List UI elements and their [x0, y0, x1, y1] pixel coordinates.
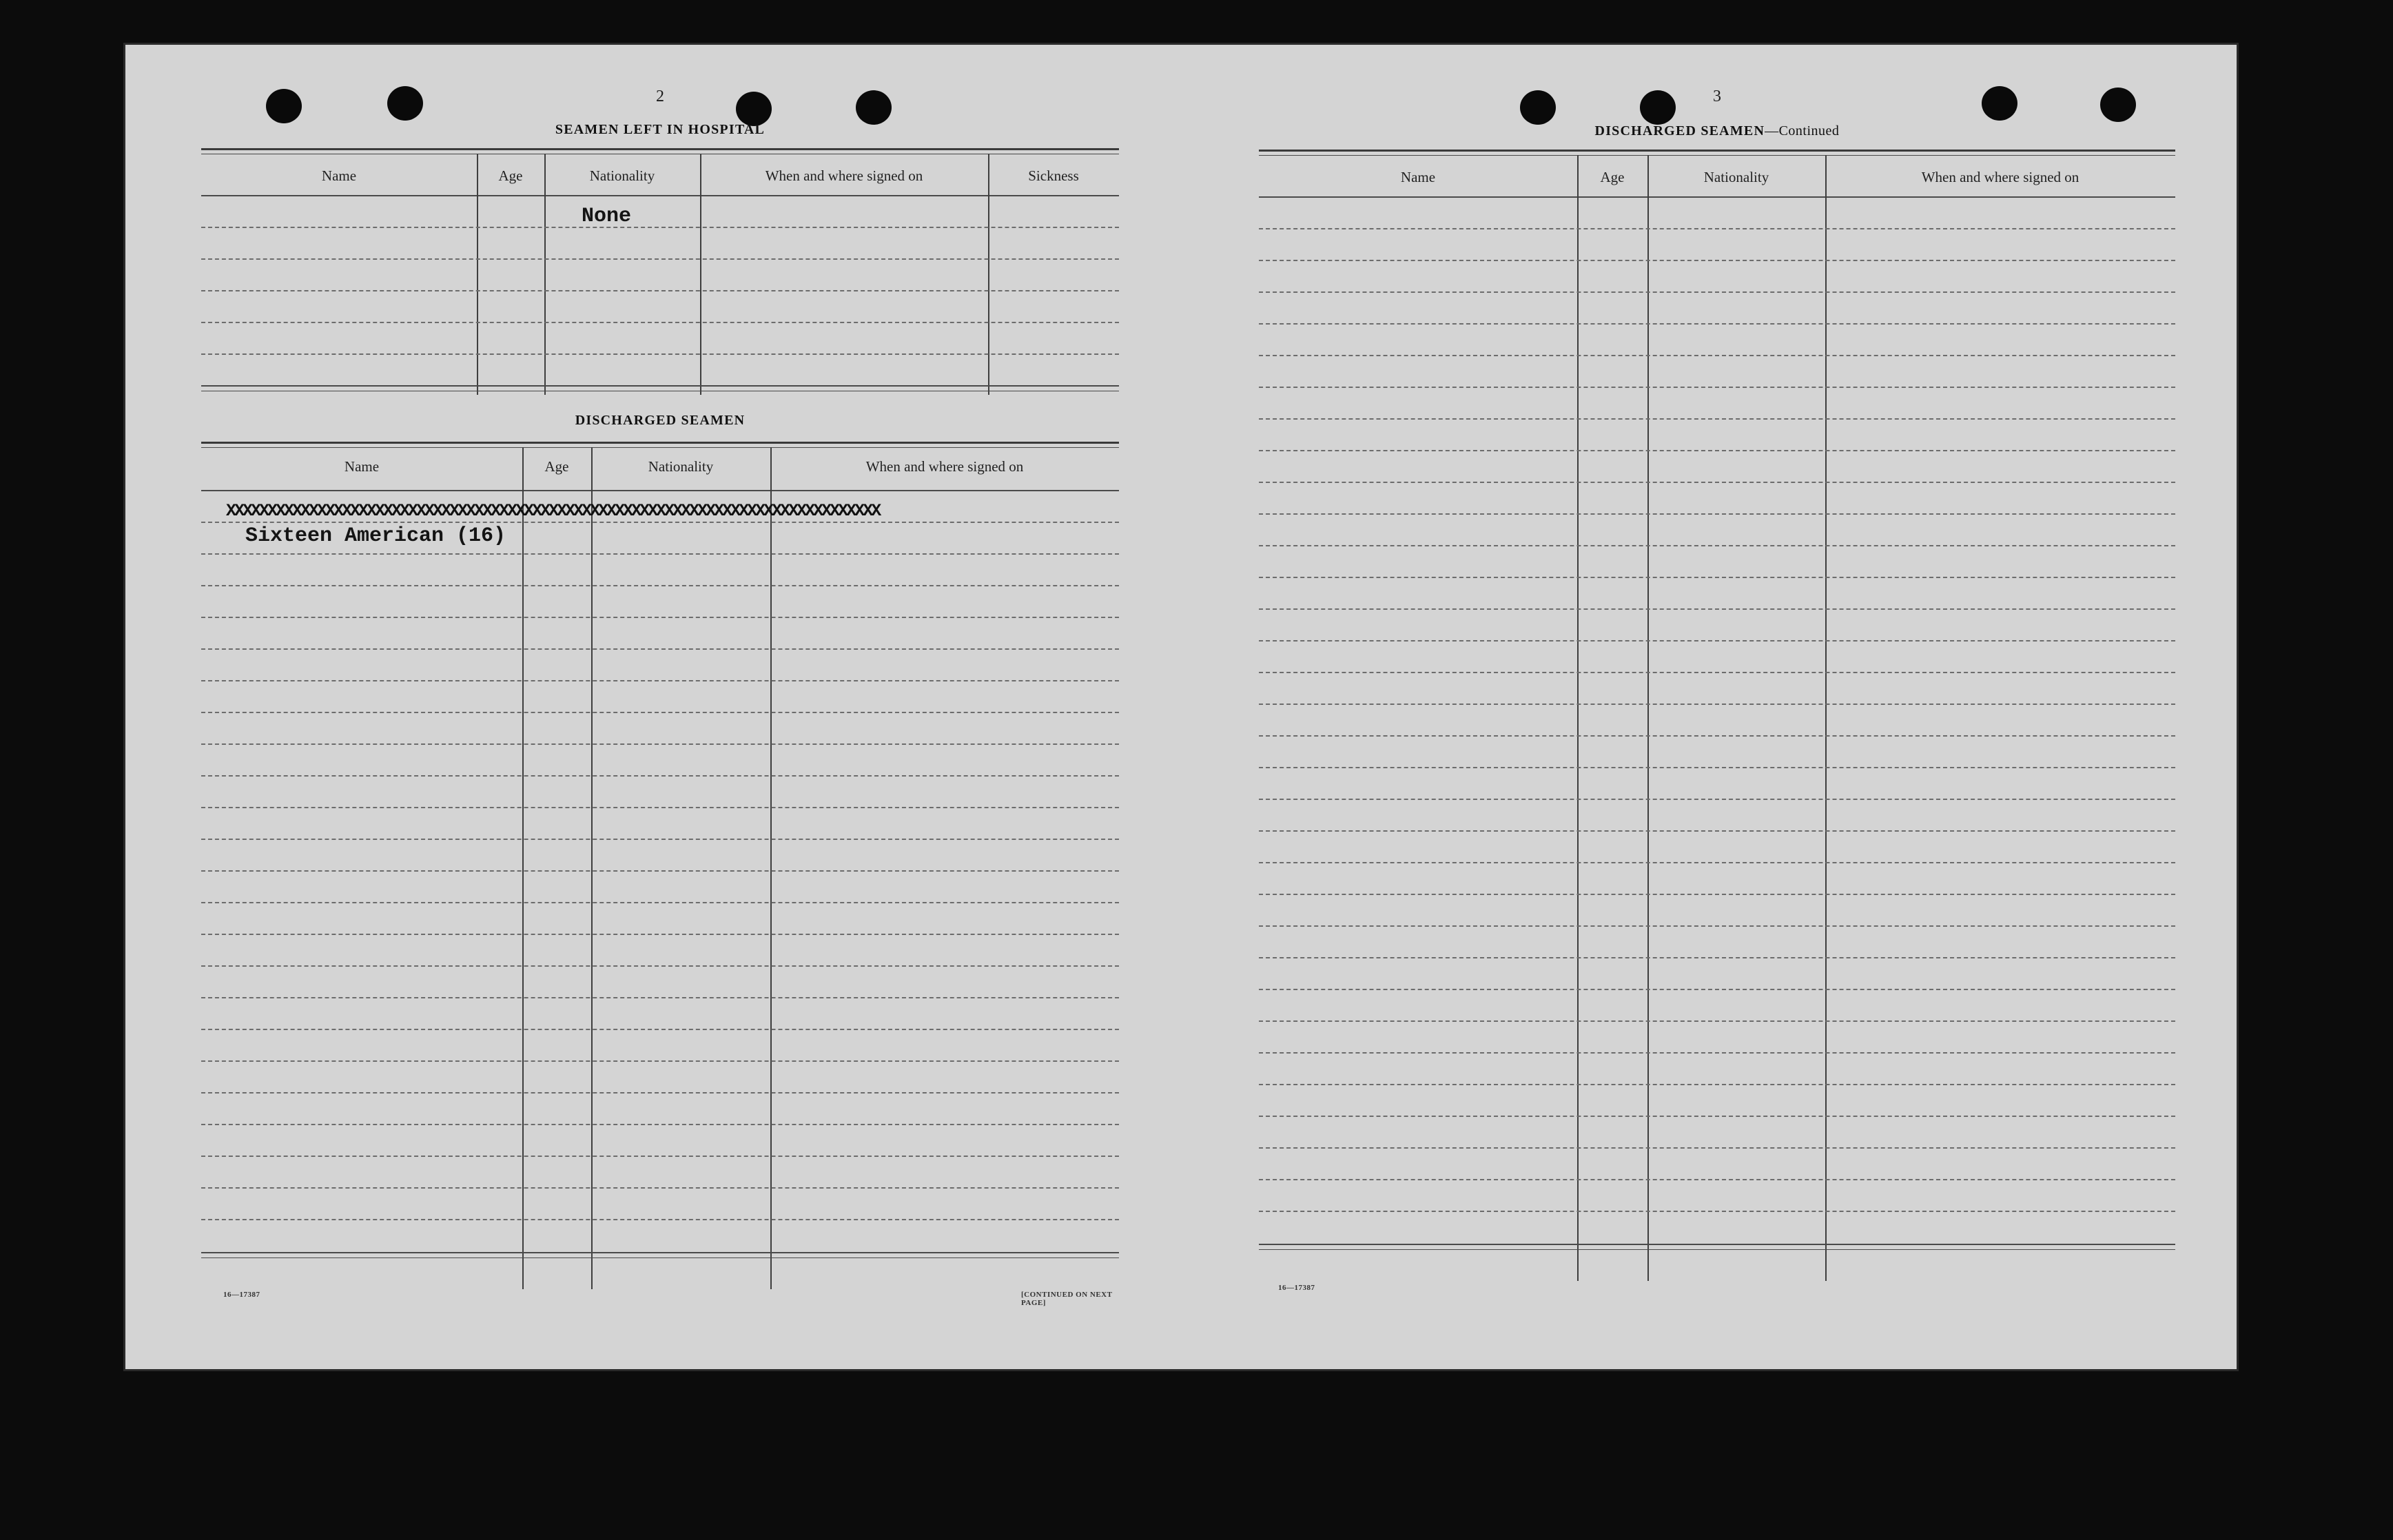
form-number: 16—17387	[223, 1291, 260, 1299]
col-header-age: Age	[498, 167, 523, 184]
hospital-section-title: SEAMEN LEFT IN HOSPITAL	[555, 122, 766, 137]
section-title-suffix: —Continued	[1765, 123, 1840, 138]
col-header-name: Name	[1400, 169, 1436, 185]
hospital-table	[201, 148, 1119, 438]
col-header-name: Name	[321, 167, 357, 184]
hospital-entry: None	[582, 205, 632, 228]
col-header-nationality: Nationality	[648, 458, 714, 475]
section-title-text: DISCHARGED SEAMEN	[1594, 123, 1765, 138]
continued-note: [CONTINUED ON NEXT PAGE]	[1021, 1291, 1113, 1307]
discharged-section-title: DISCHARGED SEAMEN	[575, 413, 746, 428]
col-header-signed-on: When and where signed on	[1921, 169, 2079, 185]
discharged-continued-title	[1259, 123, 2175, 139]
col-header-signed-on: When and where signed on	[865, 458, 1024, 475]
col-header-nationality: Nationality	[1703, 169, 1769, 185]
discharged-entry: Sixteen American (16)	[245, 524, 506, 548]
form-number: 16—17387	[1278, 1284, 1315, 1292]
ledger-sheet	[125, 45, 2237, 1369]
discharged-table	[201, 442, 1119, 1337]
col-header-name: Name	[344, 458, 380, 475]
page-number: 3	[1713, 88, 1721, 105]
col-header-nationality: Nationality	[589, 167, 655, 184]
crossed-out-line: XXXXXXXXXXXXXXXXXXXXXXXXXXXXXXXXXXXXXXXXXXXXXXXXXXXXXXXXXXXXXXXXXXXXXXXXXXXXXXX	[226, 501, 880, 517]
col-header-sickness: Sickness	[1028, 167, 1079, 184]
col-header-age: Age	[1600, 169, 1625, 185]
page-number: 2	[656, 88, 664, 105]
col-header-age: Age	[544, 458, 569, 475]
discharged-continued-table	[1259, 150, 2175, 1335]
col-header-signed-on: When and where signed on	[765, 167, 923, 184]
